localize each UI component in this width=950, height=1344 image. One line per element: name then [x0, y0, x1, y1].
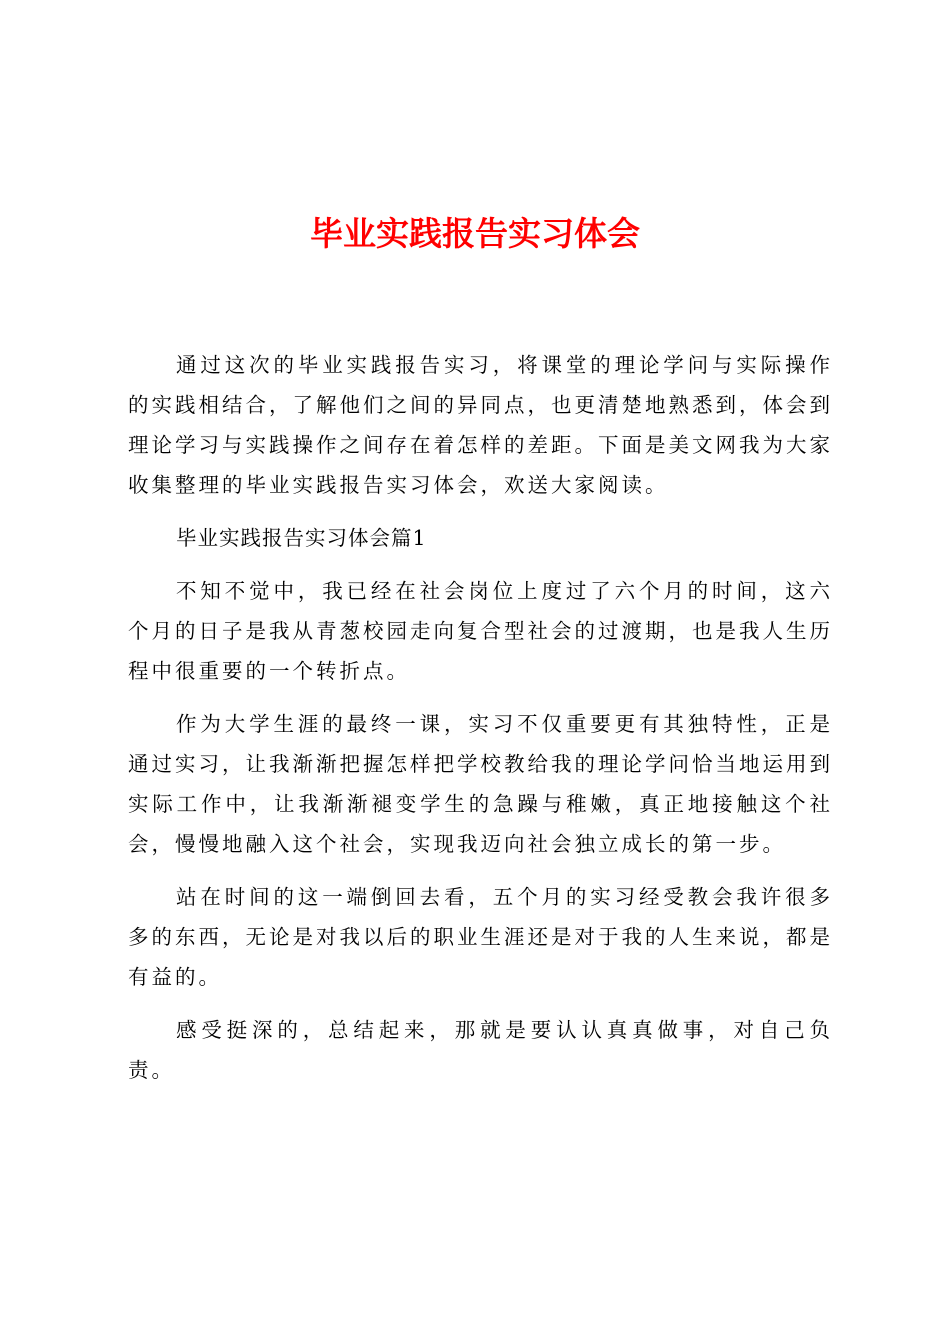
section-heading: 毕业实践报告实习体会篇1: [176, 526, 427, 550]
intro-paragraph: 通过这次的毕业实践报告实习，将课堂的理论学问与实际操作的实践相结合，了解他们之间的异同点，也更清楚地熟悉到，体会到理论学习与实践操作之间存在着怎样的差距。下面是美文网我为大家收集整理的毕业实践报告实习体会，欢送大家阅读。: [128, 353, 833, 497]
body-paragraph: 站在时间的这一端倒回去看，五个月的实习经受教会我许很多多的东西，无论是对我以后的职业生涯还是对于我的人生来说，都是有益的。: [128, 885, 833, 989]
document-title: 毕业实践报告实习体会: [310, 214, 640, 253]
body-paragraph: 不知不觉中，我已经在社会岗位上度过了六个月的时间，这六个月的日子是我从青葱校园走向复合型社会的过渡期，也是我人生历程中很重要的一个转折点。: [128, 579, 833, 683]
body-paragraph: 作为大学生涯的最终一课，实习不仅重要更有其独特性，正是通过实习，让我渐渐把握怎样把学校教给我的理论学问恰当地运用到实际工作中，让我渐渐褪变学生的急躁与稚嫩，真正地接触这个社会，慢慢地融入这个社会，实现我迈向社会独立成长的第一步。: [128, 712, 833, 856]
document-body: [128, 345, 833, 1103]
body-paragraph: 感受挺深的，总结起来，那就是要认认真真做事，对自己负责。: [128, 1018, 833, 1082]
